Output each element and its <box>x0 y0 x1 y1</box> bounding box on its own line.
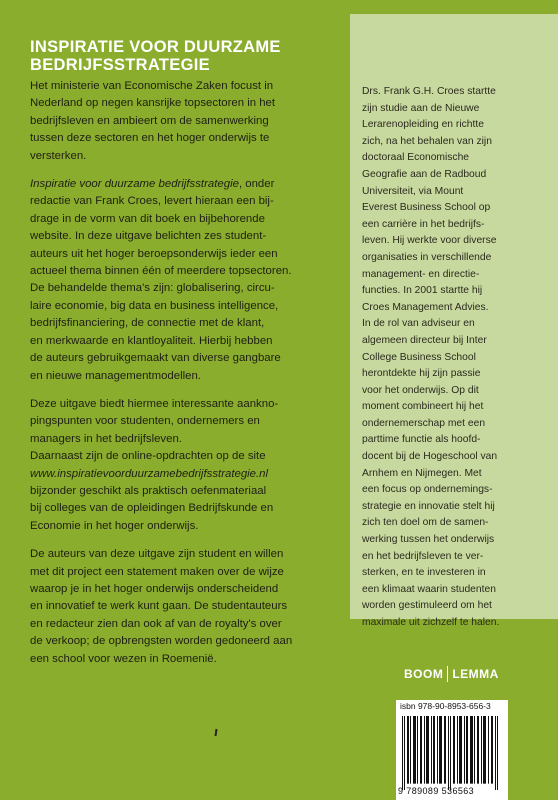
barcode-number: 9 789089 536563 <box>398 786 475 796</box>
website-url: www.inspiratievoorduurzamebedrijfsstrategie.nl <box>30 467 269 480</box>
paragraph-audience-text-2: bijzonder geschikt als praktisch oefenmateriaal bij colleges van de opleidingen Bedrijfskunde en Economie in het hoger onderwijs. <box>30 484 274 532</box>
book-title <box>30 38 335 74</box>
author-bio-panel <box>350 14 558 628</box>
blurb-column <box>30 38 335 679</box>
isbn-barcode-box <box>396 700 508 800</box>
publisher-logo <box>404 666 499 682</box>
barcode-icon <box>400 716 504 790</box>
paragraph-audience <box>30 396 335 535</box>
ink-mark <box>215 729 218 736</box>
paragraph-authors: De auteurs van deze uitgave zijn student en willen met dit project een statement maken over de wijze waarop je in het hoger onderwijs onderscheidend en innovatief te werk kunt gaan. De studentauteurs en redacteur zien dan ook af van de royalty's over de verkoop; de opbrengsten worden gedoneerd aan een school voor wezen in Roemenië. <box>30 548 293 665</box>
paragraph-audience-text: Deze uitgave biedt hiermee interessante aankno- pingspunten voor studenten, ondernemers en managers in het bedrijfsleven. Daarnaast zijn de online-opdrachten op de site <box>30 397 279 463</box>
publisher-lemma: LEMMA <box>452 667 499 681</box>
logo-separator <box>447 666 448 682</box>
book-title-italic: Inspiratie voor duurzame bedrijfsstrategie <box>30 178 239 191</box>
publisher-boom: BOOM <box>404 667 444 681</box>
author-bio: Drs. Frank G.H. Croes startte zijn studie aan de Nieuwe Lerarenopleiding en richtte zich, na het behalen van zijn doctoraal Economische Geografie aan de Radboud Universiteit, via Mount Everest Business School op een carrière in het bedrijfs- leven. Hij werkte voor diverse organisaties in verschillende management- en directie- functies. In 2001 startte hij Croes Management Advies. In de rol van adviseur en algemeen directeur bij Inter College Business School herontdekte hij zijn passie voor het onderwijs. Op dit moment combineert hij het ondernemerschap met een parttime functie als hoofd- docent bij de Hogeschool van Arnhem en Nijmegen. Met een focus op ondernemings- strategie en innovatie stelt hij zich ten doel om de samen- werking tussen het onderwijs en het bedrijfsleven te ver- sterken, en te investeren in een klimaat waarin studenten worden gestimuleerd om het maximale uit zichzelf te halen. <box>362 86 500 628</box>
isbn-number: isbn 978-90-8953-656-3 <box>400 701 491 711</box>
paragraph-book <box>30 176 335 385</box>
paragraph-book-text: , onder redactie van Frank Croes, levert hieraan een bij- drage in de vorm van dit boek en bijbehorende website. In deze uitgave belichten zes student- auteurs uit het hoger beroepsonderwijs ieder een actueel thema binnen één of meerdere topsectoren. De behandelde thema's zijn: globalisering, circu- laire economie, big data en business intelligence, bedrijfsfinanciering, de connectie met de klant, en merkwaarde en klantloyaliteit. Hierbij hebben de auteurs gebruikgemaakt van diverse gangbare en nieuwe managementmodellen. <box>30 178 292 382</box>
title-line-2: BEDRIJFSSTRATEGIE <box>30 56 210 74</box>
paragraph-intro: Het ministerie van Economische Zaken focust in Nederland op negen kansrijke topsectoren in het bedrijfsleven en ambieert om de samenwerking tussen deze sectoren en het hoger onderwijs te versterken. <box>30 80 276 162</box>
title-line-1: INSPIRATIE VOOR DUURZAME <box>30 38 281 56</box>
